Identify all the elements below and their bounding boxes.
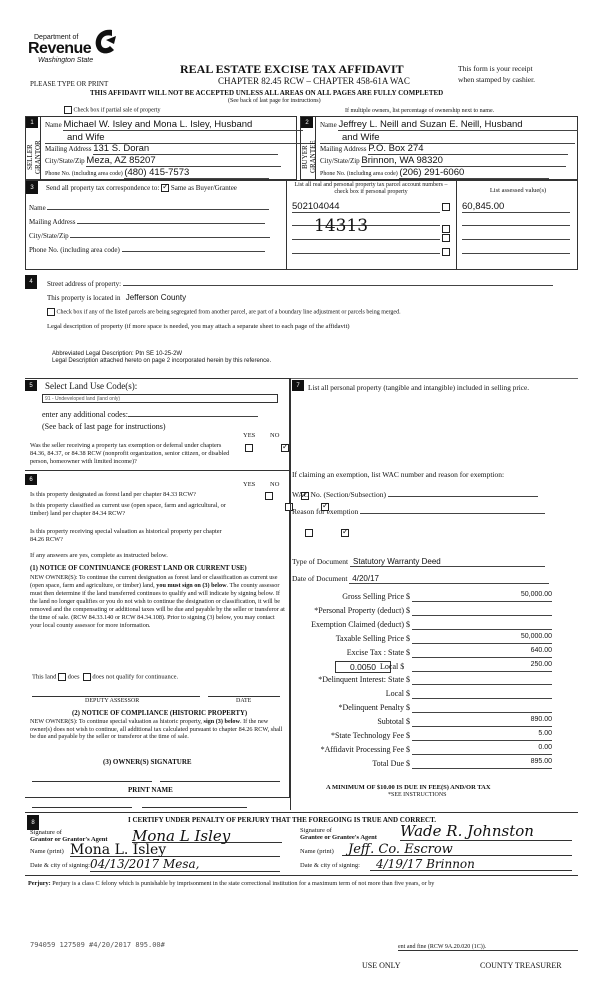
- please-type: PLEASE TYPE OR PRINT: [30, 80, 109, 88]
- phone-label: Phone No. (including area code): [29, 246, 120, 254]
- grantor-date-city[interactable]: 04/13/2017 Mesa,: [90, 857, 280, 872]
- see-instructions-note: *SEE INSTRUCTIONS: [388, 792, 447, 798]
- section-number: 5: [25, 380, 37, 391]
- city-label: City/State/Zip: [320, 157, 360, 165]
- yes-header: YES: [243, 432, 256, 439]
- section-number: 1: [26, 117, 38, 128]
- same-as-buyer-label: Same as Buyer/Grantee: [170, 184, 237, 192]
- notice-compliance-text: NEW OWNER(S): To continue special valuation as historic property, sign (3) below. If the new owner(s) does not wish to continue, all additional tax calculated pursuant to chapter 84.26 RCW, shall be due and payable by the seller or transferor at the time of sale.: [30, 718, 283, 740]
- grantee-name-print[interactable]: Jeff. Co. Escrow: [342, 842, 572, 856]
- doc-type-label: Type of Document: [292, 557, 349, 566]
- print-name-line-2[interactable]: [142, 807, 247, 808]
- use-only-label: USE ONLY: [362, 961, 401, 970]
- legal-attached: Legal Description attached hereto on page 2 incorporated herein by this reference.: [52, 358, 272, 364]
- seller-section: [25, 116, 297, 180]
- amount-field[interactable]: [412, 674, 552, 685]
- grantor-signature[interactable]: Mona L Isley: [132, 827, 282, 843]
- grantee-signature[interactable]: Wade R. Johnston: [400, 822, 572, 841]
- parcel-field-4[interactable]: [292, 243, 440, 254]
- phone-label: Phone No. (including area code): [320, 171, 398, 177]
- parcel-header: List all real and personal property tax parcel account numbers – check box if personal property: [294, 182, 448, 195]
- exemption-question: Was the seller receiving a property tax exemption or deferral under chapters 84.36, 84.37, or 84.38 RCW (nonprofit organization, senior citizen, or disabled person, homeowner with limited income)?: [30, 442, 230, 465]
- minimum-due-note: A MINIMUM OF $10.00 IS DUE IN FEE(S) AND/OR TAX: [326, 784, 491, 791]
- amount-label: Local $: [380, 661, 405, 671]
- print-name-line[interactable]: [32, 807, 132, 808]
- land-use-code-select[interactable]: 91 - Undeveloped land (land only): [42, 394, 278, 403]
- name-print-label: Name (print): [30, 848, 64, 855]
- address-label: Mailing Address: [29, 218, 76, 226]
- partial-sale-label: Check box if partial sale of property: [73, 107, 161, 114]
- amount-label: *Affidavit Processing Fee $: [320, 744, 410, 754]
- seller-address-field[interactable]: 131 S. Doran: [93, 143, 278, 155]
- qualify-label: qualify for continuance.: [115, 673, 179, 681]
- buyer-name-field[interactable]: Jeffrey L. Neill and Suzan E. Neill, Husband: [338, 119, 578, 131]
- correspondence-address-field[interactable]: [77, 215, 265, 224]
- seller-name-field[interactable]: Michael W. Isley and Mona L. Isley, Husband: [63, 119, 303, 131]
- deputy-assessor-line[interactable]: [32, 696, 200, 697]
- parcel-field-3[interactable]: [292, 229, 440, 240]
- logo-line1: Department of: [34, 34, 79, 41]
- this-land-label: This land: [32, 673, 57, 681]
- correspondence-phone-field[interactable]: [122, 243, 265, 252]
- print-name-label: PRINT NAME: [128, 786, 173, 794]
- phone-label: Phone No. (including area code): [45, 171, 123, 177]
- date-label: DATE: [236, 698, 252, 704]
- notice-continuance-text: NEW OWNER(S): To continue the current designation as forest land or classification as current use (open space, farm and agriculture, or timber) land, you must sign on (3) below. The county assessor must then determine if the land transferred continues to qualify and will indicate by signing below. If the land no longer qualifies or you do not wish to continue the designation or classification, it will be removed and the compensating or additional taxes will be due and payable by the seller or transferor at the time of sale. (RCW 84.33.140 or RCW 84.34.108). Prior to signing (3) below, you may contact your local county assessor for more information.: [30, 574, 285, 629]
- correspondence-city-field[interactable]: [70, 229, 270, 238]
- personal-property-checkbox-3[interactable]: [442, 234, 450, 242]
- street-address-field[interactable]: [123, 277, 553, 286]
- section-3: [25, 180, 578, 270]
- wac-label: WAC No. (Section/Subsection): [292, 490, 386, 499]
- amount-field[interactable]: [412, 702, 552, 713]
- seller-side-label: SELLER GRANTOR: [26, 140, 42, 174]
- exemption-label: If claiming an exemption, list WAC number and reason for exemption:: [292, 470, 505, 479]
- correspondence-name-field[interactable]: [47, 201, 269, 210]
- street-label: Street address of property:: [47, 280, 122, 288]
- local-rate-field[interactable]: 0.0050: [335, 661, 391, 673]
- parcel-field-1[interactable]: 502104044: [292, 201, 440, 213]
- historic-question: Is this property receiving special valuation as historical property per chapter 84.26 RCW?: [30, 528, 222, 543]
- amount-label: Local $: [385, 689, 410, 699]
- amount-label: Gross Selling Price $: [342, 592, 410, 601]
- amount-label: *Delinquent Interest: State $: [318, 675, 410, 685]
- dor-swirl-icon: [92, 26, 118, 56]
- assessed-value-2[interactable]: [462, 215, 570, 226]
- county-field[interactable]: Jefferson County: [125, 293, 187, 302]
- logo-line3: Washington State: [38, 57, 94, 64]
- instructions-note: (See back of last page for instructions): [228, 98, 321, 104]
- amount-field[interactable]: 250.00: [412, 661, 552, 672]
- grantee-signature-label: Signature of Grantee or Grantee's Agent: [300, 827, 377, 841]
- doc-date-field[interactable]: 4/20/17: [349, 574, 549, 584]
- historic-yes-checkbox[interactable]: [305, 529, 313, 537]
- address-label: Mailing Address: [45, 145, 92, 153]
- buyer-side-label: BUYER GRANTEE: [301, 140, 317, 174]
- amount-field[interactable]: 50,000.00: [412, 633, 552, 644]
- personal-property-checkbox-1[interactable]: [442, 203, 450, 211]
- does-label: does: [67, 673, 80, 681]
- fine-note: ent and fine (RCW 9A.20.020 (1C)).: [398, 944, 578, 951]
- name-label: Name: [320, 121, 337, 129]
- receipt-note-2: when stamped by cashier.: [458, 75, 536, 84]
- amount-field[interactable]: 890.00: [412, 716, 552, 727]
- segregated-label: Check box if any of the listed parcels are being segregated from another parcel, are part of a boundary line adjustment or parcels being merged.: [56, 309, 401, 316]
- section-number: 4: [25, 275, 37, 289]
- multiple-owners-note: If multiple owners, list percentage of ownership next to name.: [345, 108, 495, 114]
- forest-land-question: Is this property designated as forest land per chapter 84.33 RCW?: [30, 491, 196, 498]
- amount-label: *Personal Property (deduct) $: [314, 605, 410, 615]
- buyer-section: [300, 116, 578, 180]
- section-number: 6: [25, 474, 37, 485]
- name-print-label: Name (print): [300, 848, 334, 855]
- partial-sale-checkbox[interactable]: [64, 106, 72, 114]
- seller-city-field[interactable]: Meza, AZ 85207: [86, 155, 281, 167]
- reason-label: Reason for exemption: [292, 507, 359, 516]
- amount-field[interactable]: 50,000.00: [412, 591, 552, 602]
- city-label: City/State/Zip: [45, 157, 85, 165]
- personal-property-checkbox-4[interactable]: [442, 248, 450, 256]
- partial-sale-row: [64, 106, 160, 114]
- amount-label: Taxable Selling Price $: [335, 633, 410, 643]
- address-label: Mailing Address: [320, 145, 367, 153]
- send-to-label: Send all property tax correspondence to:: [46, 184, 160, 192]
- county-treasurer-label: COUNTY TREASURER: [480, 961, 562, 970]
- date-city-label: Date & city of signing:: [30, 862, 90, 869]
- owner-signature-line-2[interactable]: [160, 781, 280, 782]
- doc-date-label: Date of Document: [292, 574, 348, 583]
- amount-field[interactable]: [412, 619, 552, 630]
- buyer-phone-field[interactable]: (206) 291-6060: [399, 167, 549, 179]
- logo-line2: Revenue: [28, 40, 92, 57]
- additional-codes-label: enter any additional codes:: [42, 410, 128, 419]
- assessed-value-4[interactable]: [462, 243, 570, 254]
- does-not-qualify-checkbox[interactable]: [83, 673, 91, 681]
- assessed-value-1[interactable]: 60,845.00: [462, 201, 570, 213]
- assessor-date-line[interactable]: [208, 696, 280, 697]
- amount-field[interactable]: 5.00: [412, 730, 552, 741]
- exemption-yes-checkbox[interactable]: [245, 444, 253, 452]
- amount-field[interactable]: [412, 688, 552, 699]
- section-number: 7: [292, 380, 304, 391]
- deputy-assessor-label: DEPUTY ASSESSOR: [85, 698, 140, 704]
- amount-label: Subtotal $: [377, 717, 410, 727]
- perjury-note: Perjury: Perjury is a class C felony which is punishable by imprisonment in the state correctional institution for a maximum term of not more than five years, or by: [28, 880, 435, 887]
- amount-label: *State Technology Fee $: [330, 731, 410, 740]
- reason-field[interactable]: [360, 505, 545, 514]
- cashier-stamp: 794059 127509 #4/20/2017 895.00#: [30, 941, 165, 949]
- amount-field[interactable]: 640.00: [412, 647, 552, 658]
- city-label: City/State/Zip: [29, 232, 69, 240]
- parcel-field-2[interactable]: 14313: [292, 214, 440, 226]
- does-qualify-checkbox[interactable]: [58, 673, 66, 681]
- no-header: NO: [270, 481, 280, 488]
- name-label: Name: [45, 121, 62, 129]
- personal-property-label: List all personal property (tangible and intangible) included in selling price.: [308, 383, 530, 392]
- amount-label: Excise Tax : State $: [346, 647, 410, 657]
- grantor-signature-label: Signature of Grantor or Grantor's Agent: [30, 829, 108, 843]
- seller-phone-field[interactable]: (480) 415-7573: [124, 167, 269, 179]
- name-label: Name: [29, 204, 46, 212]
- owner-signature-line[interactable]: [32, 781, 152, 782]
- located-label: This property is located in: [47, 294, 121, 302]
- if-yes-note: If any answers are yes, complete as instructed below.: [30, 552, 168, 559]
- value-header: List assessed value(s): [489, 187, 547, 194]
- doc-type-field[interactable]: Statutory Warranty Deed: [350, 557, 545, 567]
- current-use-question: Is this property classified as current use (open space, farm and agricultural, or timber) land per chapter 84.34 RCW?: [30, 502, 226, 517]
- buyer-name-field-2[interactable]: and Wife: [320, 132, 575, 144]
- yes-header: YES: [243, 481, 256, 488]
- section-number: 3: [26, 181, 38, 194]
- chapter-line: CHAPTER 82.45 RCW – CHAPTER 458-61A WAC: [218, 76, 410, 86]
- additional-codes-field[interactable]: [128, 408, 258, 417]
- form-title: REAL ESTATE EXCISE TAX AFFIDAVIT: [180, 62, 404, 76]
- see-back-note: (See back of last page for instructions): [42, 422, 166, 431]
- receipt-note-1: This form is your receipt: [458, 64, 533, 73]
- no-header: NO: [270, 432, 280, 439]
- does-not-label: does not: [92, 673, 115, 681]
- amount-label: *Delinquent Penalty $: [338, 703, 410, 713]
- buyer-address-field[interactable]: P.O. Box 274: [368, 143, 568, 155]
- notice-continuance-title: (1) NOTICE OF CONTINUANCE (FOREST LAND OR CURRENT USE): [30, 565, 247, 572]
- owner-signature-title: (3) OWNER(S) SIGNATURE: [103, 758, 192, 766]
- buyer-city-field[interactable]: Brinnon, WA 98320: [361, 155, 566, 167]
- amount-label: Total Due $: [372, 758, 410, 768]
- grantee-date-city[interactable]: 4/19/17 Brinnon: [370, 857, 572, 871]
- warning-line: THIS AFFIDAVIT WILL NOT BE ACCEPTED UNLESS ALL AREAS ON ALL PAGES ARE FULLY COMPLETED: [90, 89, 444, 97]
- certify-statement: I CERTIFY UNDER PENALTY OF PERJURY THAT THE FOREGOING IS TRUE AND CORRECT.: [128, 816, 437, 824]
- section-number: 8: [27, 815, 39, 830]
- amount-field[interactable]: 895.00: [412, 758, 552, 769]
- amount-field[interactable]: [412, 605, 552, 616]
- legal-description-label: Legal description of property (if more space is needed, you may attach a separate sheet to each page of the affidavit): [47, 323, 350, 330]
- seller-name-field-2[interactable]: and Wife: [45, 132, 315, 144]
- exemption-no-checkbox[interactable]: [281, 444, 289, 452]
- abbreviated-legal: Abbreviated Legal Description: Ptn SE 10-25-2W: [52, 351, 183, 357]
- historic-no-checkbox[interactable]: [341, 529, 349, 537]
- date-city-label: Date & city of signing:: [300, 862, 360, 869]
- segregated-checkbox[interactable]: [47, 308, 55, 316]
- wac-field[interactable]: [388, 488, 538, 497]
- amount-label: Exemption Claimed (deduct) $: [311, 619, 410, 629]
- grantor-name-print[interactable]: Mona L. Isley: [70, 842, 280, 857]
- section-number: 2: [301, 117, 313, 128]
- same-as-buyer-checkbox[interactable]: [161, 184, 169, 192]
- dor-logo: [28, 22, 118, 67]
- notice-compliance-title: (2) NOTICE OF COMPLIANCE (HISTORIC PROPERTY): [72, 710, 248, 717]
- amount-field[interactable]: 0.00: [412, 744, 552, 755]
- assessed-value-3[interactable]: [462, 229, 570, 240]
- forest-yes-checkbox[interactable]: [265, 492, 273, 500]
- land-use-title: Select Land Use Code(s):: [45, 381, 138, 391]
